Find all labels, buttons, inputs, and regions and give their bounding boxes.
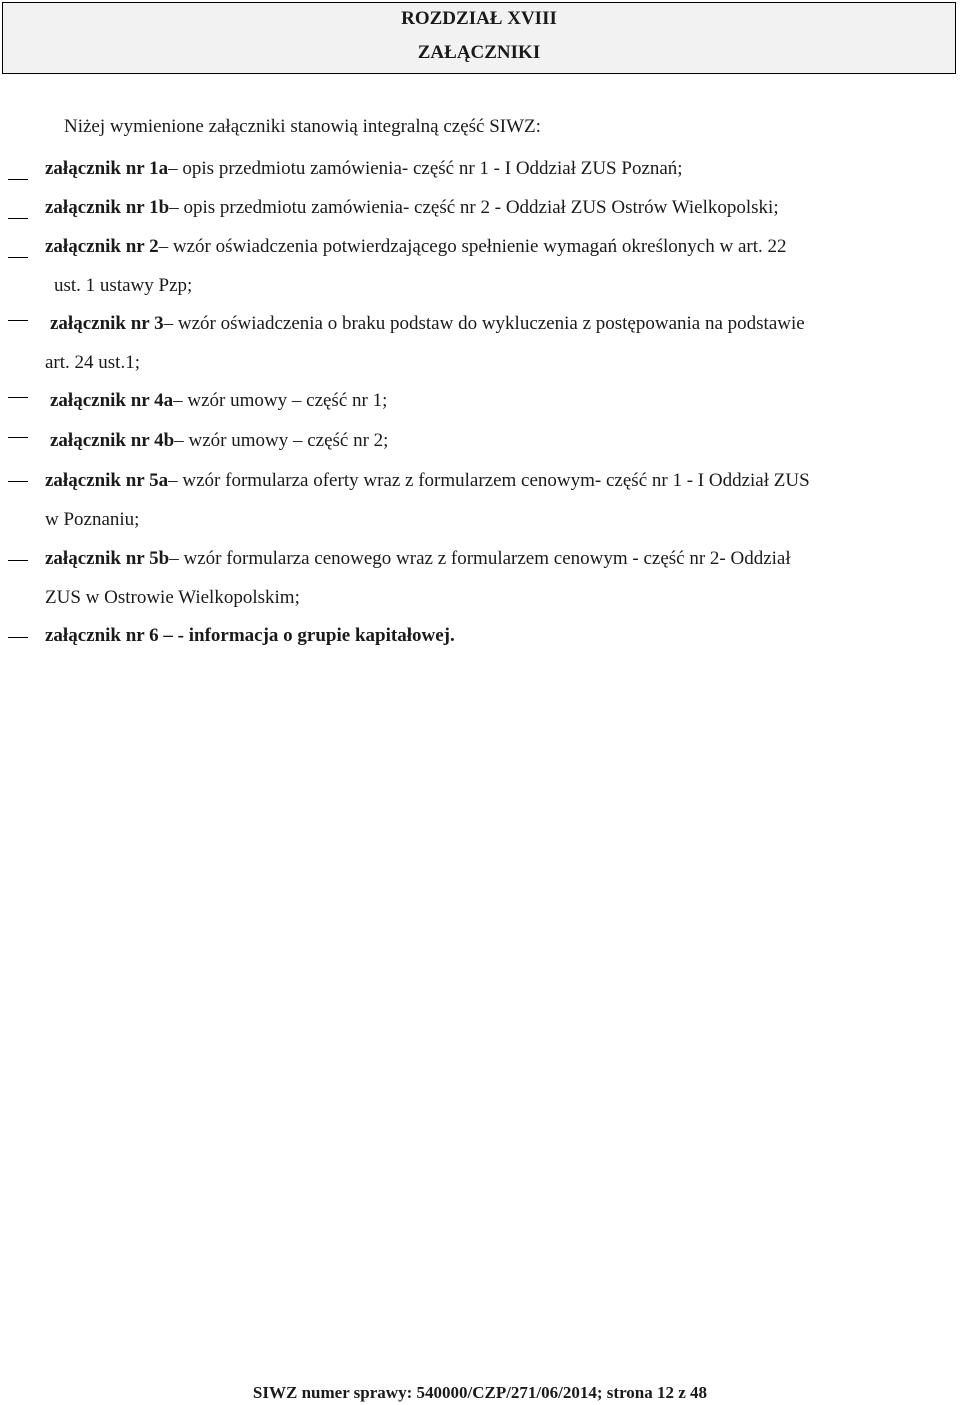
list-item-line [45, 158, 683, 180]
attachment-continuation: ZUS w Ostrowie Wielkopolskim; [45, 587, 300, 608]
list-item-line [45, 548, 791, 570]
list-dash [8, 179, 28, 180]
intro-paragraph: Niżej wymienione załączniki stanowią integralną część SIWZ: [64, 116, 541, 137]
list-item-line [45, 236, 948, 258]
list-dash [8, 481, 28, 482]
list-item-line [50, 390, 387, 412]
list-dash [8, 257, 28, 258]
list-item-line [50, 430, 388, 452]
attachment-label: załącznik nr 4a [50, 390, 174, 411]
attachment-description: – - informacja o grupie kapitałowej. [158, 625, 455, 646]
attachment-label: załącznik nr 1a [45, 158, 169, 179]
chapter-header [2, 2, 956, 74]
list-item-line [45, 470, 810, 492]
attachment-label: załącznik nr 3 [50, 313, 164, 334]
attachment-description: – wzór umowy – część nr 1; [173, 390, 388, 411]
attachment-label: załącznik nr 5a [45, 470, 169, 491]
list-item-line [50, 313, 805, 335]
attachment-continuation: w Poznaniu; [45, 509, 140, 530]
attachment-label: załącznik nr 6 [45, 625, 159, 646]
attachment-label: załącznik nr 5b [45, 548, 170, 569]
attachment-label: załącznik nr 2 [45, 236, 159, 257]
list-item-line [45, 197, 779, 219]
list-item-line [45, 625, 455, 647]
list-dash [8, 397, 28, 398]
list-dash [8, 320, 28, 321]
attachment-description: – wzór oświadczenia potwierdzającego spełnienie wymagań określonych w art. 22 [158, 236, 787, 257]
attachment-description: – wzór oświadczenia o braku podstaw do wykluczenia z postępowania na podstawie [163, 313, 805, 334]
attachment-description: – wzór umowy – część nr 2; [174, 430, 389, 451]
list-dash [8, 637, 28, 638]
attachment-description: – opis przedmiotu zamówienia- część nr 2 - Oddział ZUS Ostrów Wielkopolski; [169, 197, 779, 218]
attachment-description: – wzór formularza cenowego wraz z formularzem cenowym - część nr 2- Oddział [169, 548, 791, 569]
attachment-description: – wzór formularza oferty wraz z formularzem cenowym- część nr 1 - I Oddział ZUS [168, 470, 810, 491]
list-dash [8, 560, 28, 561]
attachment-continuation: art. 24 ust.1; [45, 352, 140, 373]
attachment-label: załącznik nr 1b [45, 197, 170, 218]
list-dash [8, 437, 28, 438]
chapter-number: ROZDZIAŁ XVIII [401, 8, 557, 29]
attachment-continuation: ust. 1 ustawy Pzp; [54, 275, 193, 296]
list-dash [8, 218, 28, 219]
attachment-label: załącznik nr 4b [50, 430, 175, 451]
page-footer: SIWZ numer sprawy: 540000/CZP/271/06/2014; strona 12 z 48 [252, 1383, 708, 1402]
attachment-description: – opis przedmiotu zamówienia- część nr 1 - I Oddział ZUS Poznań; [168, 158, 683, 179]
chapter-title: ZAŁĄCZNIKI [417, 42, 541, 63]
